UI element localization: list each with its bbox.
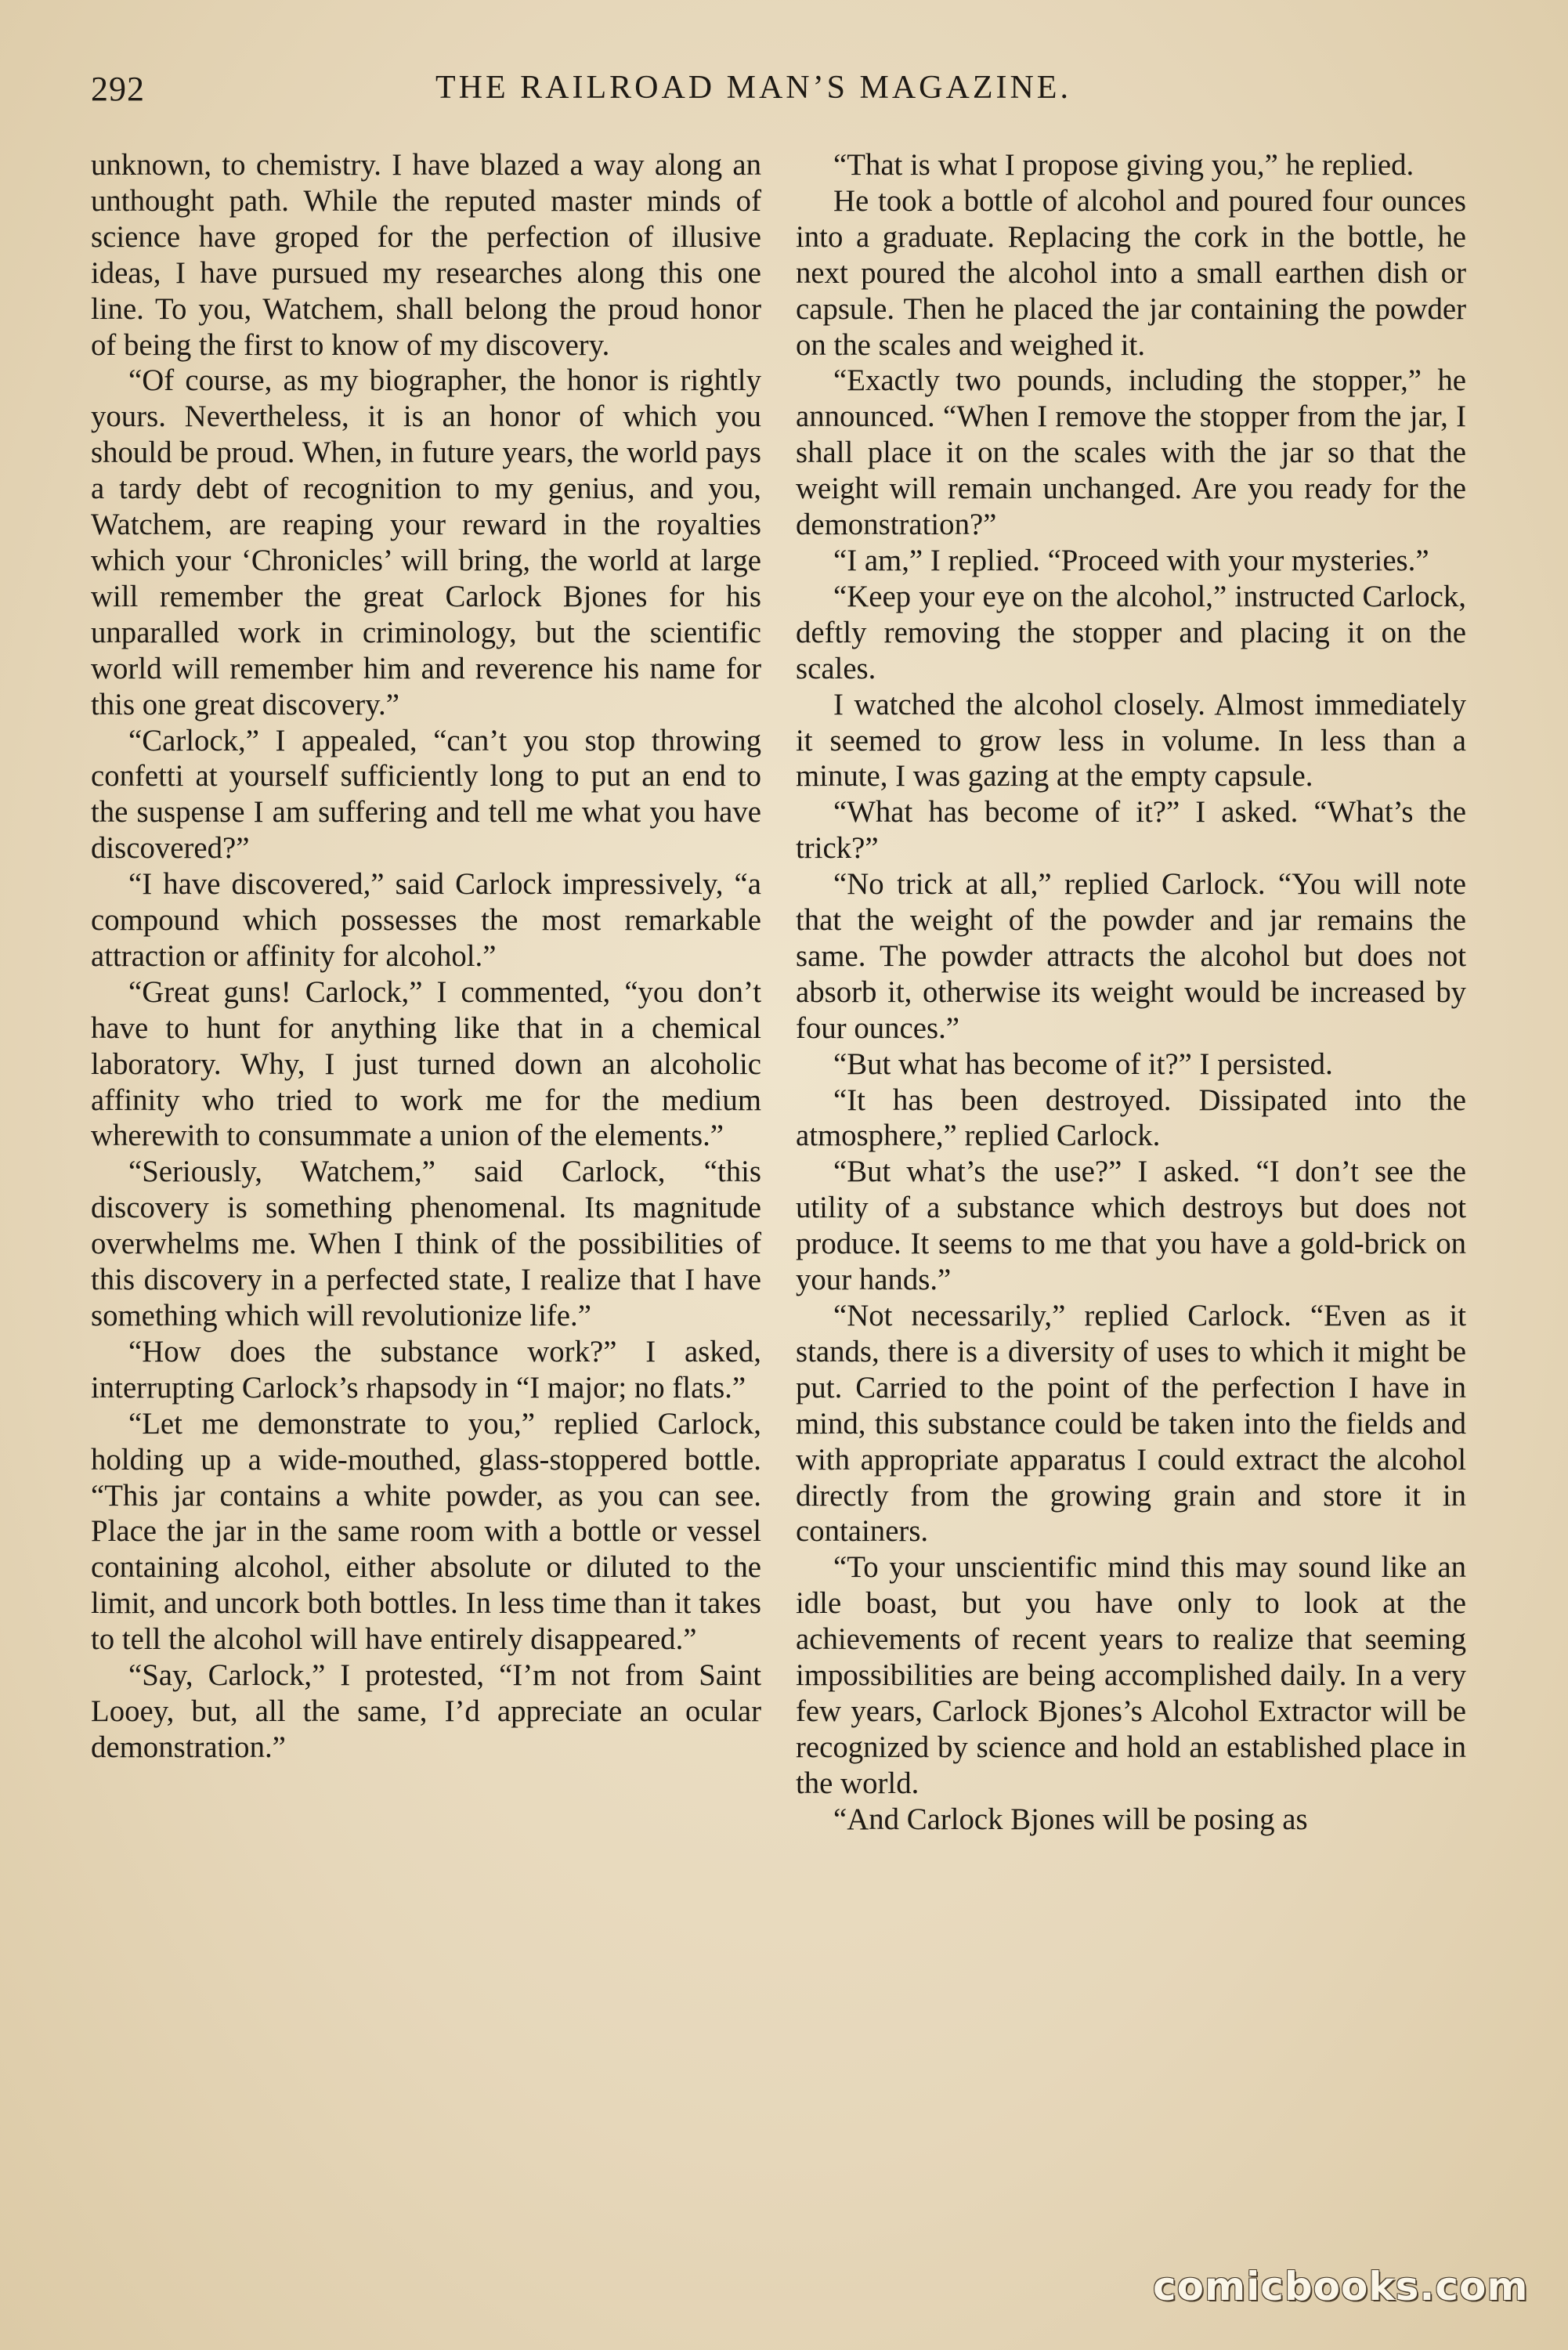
right-column [796,147,1466,1838]
paragraph: “How does the substance work?” I asked, interrupting Carlock’s rhapsody in “I major; no flats.” [91,1334,761,1405]
paragraph: “It has been destroyed. Dissipated into the atmosphere,” replied Carlock. [796,1083,1466,1153]
paragraph: “Exactly two pounds, including the stopper,” he announced. “When I remove the stopper from the jar, I shall place it on the scales with the jar so that the weight will remain unchanged. Are you ready for the demonstration?” [796,363,1466,542]
left-column [91,147,761,1766]
paragraph: I watched the alcohol closely. Almost immediately it seemed to grow less in volume. In less than a minute, I was gazing at the empty capsule. [796,687,1466,794]
paragraph: “That is what I propose giving you,” he replied. [833,148,1414,182]
paragraph: “No trick at all,” replied Carlock. “You will note that the weight of the powder and jar remains the same. The powder attracts the alcohol but does not absorb it, otherwise its weight would be increased by four ounces.” [796,867,1466,1045]
paragraph: “And Carlock Bjones will be posing as [833,1802,1308,1836]
paragraph: “But what’s the use?” I asked. “I don’t see the utility of a substance which destroys but does not produce. It seems to me that you have a gold-brick on your hands.” [796,1155,1466,1297]
watermark: comicbooks.com [1153,2264,1529,2309]
paragraph: “Let me demonstrate to you,” replied Carlock, holding up a wide-mouthed, glass-stoppered bottle. “This jar contains a white powder, as you can see. Place the jar in the same room with a bottle or vessel containing alcohol, either absolute or diluted to the limit, and uncork both bottles. In less time than it takes to tell the alcohol will have entirely disappeared.” [91,1406,761,1657]
paragraph: “Say, Carlock,” I protested, “I’m not from Saint Looey, but, all the same, I’d appreciate an ocular demonstration.” [91,1658,761,1764]
paragraph: unknown, to chemistry. I have blazed a way along an unthought path. While the reputed master minds of science have groped for the perfection of illusive ideas, I have pursued my researches along this one line. To you, Watchem, shall belong the proud honor of being the first to know of my discovery. [91,148,761,362]
paragraph: “But what has become of it?” I persisted. [833,1047,1333,1081]
paragraph: “I am,” I replied. “Proceed with your mysteries.” [833,543,1429,577]
paragraph: “Of course, as my biographer, the honor is rightly yours. Nevertheless, it is an honor of which you should be proud. When, in future years, the world pays a tardy debt of recognition to my genius, and you, Watchem, are reaping your reward in the royalties which your ‘Chronicles’ will bring, the world at large will remember the great Carlock Bjones for his unparalled work in criminology, but the scientific world will remember him and reverence his name for this one great discovery.” [91,363,761,721]
page-header [91,69,1474,116]
paragraph: “Carlock,” I appealed, “can’t you stop throwing confetti at yourself sufficiently long to put an end to the suspense I am suffering and tell me what you have discovered?” [91,723,761,866]
paragraph: “Not necessarily,” replied Carlock. “Even as it stands, there is a diversity of uses to which it might be put. Carried to the point of the perfection I have in mind, this substance could be taken into the fields and with appropriate apparatus I could extract the alcohol directly from the growing grain and store it in containers. [796,1299,1466,1549]
paragraph: “Great guns! Carlock,” I commented, “you don’t have to hunt for anything like that in a chemical laboratory. Why, I just turned down an alcoholic affinity who tried to work me for the medium wherewith to consummate a union of the elements.” [91,974,761,1153]
paragraph: “What has become of it?” I asked. “What’s the trick?” [796,795,1466,866]
paragraph: He took a bottle of alcohol and poured four ounces into a graduate. Replacing the cork in the bottle, he next poured the alcohol into a small earthen dish or capsule. Then he placed the jar containing the powder on the scales and weighed it. [796,183,1466,362]
page-number: 292 [91,70,145,108]
running-head: THE RAILROAD MAN’S MAGAZINE. [435,70,1071,106]
paragraph: “I have discovered,” said Carlock impressively, “a compound which possesses the most remarkable attraction or affinity for alcohol.” [91,867,761,973]
paragraph: “Keep your eye on the alcohol,” instructed Carlock, deftly removing the stopper and placing it on the scales. [796,579,1466,685]
paragraph: “Seriously, Watchem,” said Carlock, “this discovery is something phenomenal. Its magnitude overwhelms me. When I think of the possibilities of this discovery in a perfected state, I realize that I have something which will revolutionize life.” [91,1155,761,1332]
paragraph: “To your unscientific mind this may sound like an idle boast, but you have only to look at the achievements of recent years to realize that seeming impossibilities are being accomplished daily. In a very few years, Carlock Bjones’s Alcohol Extractor will be recognized by science and hold an established place in the world. [796,1550,1466,1800]
